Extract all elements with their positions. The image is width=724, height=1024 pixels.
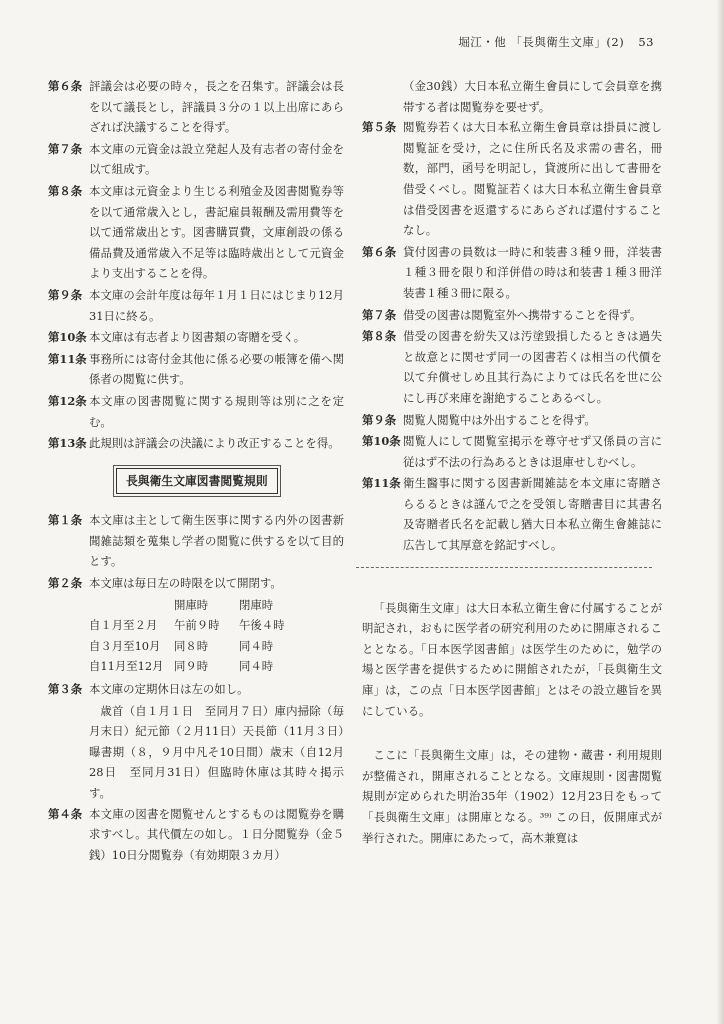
holiday-detail <box>48 701 344 804</box>
article-text: 貸付図書の員数は一時に和装書３種９冊，洋装書１種３冊を限り和洋併借の時は和装書１種３冊洋装書１種３冊に限る。 <box>403 244 662 300</box>
left-articles <box>48 76 344 454</box>
article-text: 本文庫の元資金は設立発起人及有志者の寄付金を以て組成す。 <box>89 141 344 177</box>
running-title: 堀江・他 「長與衛生文庫」(2) <box>458 35 625 49</box>
period-cell: 自１月至２月 <box>89 618 158 633</box>
open-cell: 同８時 <box>174 638 209 653</box>
article-text: 本文庫の図書を閲覧せんとするものは閲覧券を購求すべし。其代價左の如し。１日分閲覧券（金５銭）10日分閲覧券（有効期限３カ月） <box>89 806 344 862</box>
rule-article <box>48 573 344 594</box>
opening-hours-table <box>89 595 344 677</box>
article <box>362 242 662 304</box>
close-time-header: 閉庫時 <box>239 597 274 612</box>
article-number: 第１条 <box>48 513 83 528</box>
article-number: 第12条 <box>48 393 87 408</box>
close-cell: 同４時 <box>239 638 274 653</box>
article <box>48 181 344 284</box>
article-number: 第10条 <box>48 330 87 345</box>
body-paragraph: 「長與衛生文庫」は大日本私立衛生會に付属することが明記され，おもに医学者の研究利用のために開庫されることとなる。「日本医学図書館」は医学生のために，勉学の場と医学書を提供するために開館されたが，「長與衛生文庫」は，この点「日本医学図書館」とはその設立趣旨を異にしている。 <box>362 600 662 718</box>
article-number: 第７条 <box>362 307 397 322</box>
article-number: 第２条 <box>48 576 83 591</box>
article <box>48 433 344 454</box>
article-text: 此規則は評議会の決議により改正することを得。 <box>89 436 340 451</box>
article <box>48 327 344 348</box>
article-text: 本文庫は元資金より生じる利殖金及図書閲覧券等を以て通常歳入とし，書記雇員報酬及需用費等を以て通常歳出とす。図書購買費，文庫創設の係る備品費及通常歳入不足等は臨時歳出として元資金より支出することを得。 <box>89 183 344 281</box>
rule-article <box>48 510 344 572</box>
article-text: 閲覧人閲覧中は外出することを得ず。 <box>403 412 596 427</box>
close-cell: 午後４時 <box>239 618 285 633</box>
article-number: 第６条 <box>362 244 397 259</box>
page-number: 53 <box>638 35 654 49</box>
running-header <box>458 34 654 50</box>
article <box>362 410 662 431</box>
article-text: 本文庫の会計年度は毎年１月１日にはじまり12月31日に終る。 <box>89 287 344 323</box>
article-number: 第６条 <box>48 79 83 93</box>
period-cell: 自３月至10月 <box>89 638 161 653</box>
article <box>362 305 662 326</box>
article <box>362 473 662 555</box>
article-number: 第７条 <box>48 141 83 156</box>
article-number: 第４条 <box>48 806 83 821</box>
open-cell: 同９時 <box>174 659 209 674</box>
article <box>48 139 344 180</box>
article <box>362 431 662 472</box>
right-column <box>362 76 662 848</box>
rules-title: 長與衛生文庫図書閲覧規則 <box>116 468 278 495</box>
article-number: 第９条 <box>362 412 397 427</box>
article-number: 第10条 <box>362 434 401 449</box>
rules-title-wrap <box>116 468 344 495</box>
article-text: 衛生醫事に関する図書新聞雑誌を本文庫に寄贈さらるるときは謹んで之を受領し寄贈書目に其書名及寄贈者氏名を記載し猶大日本私立衛生會雑誌に広告して其厚意を銘記すべし。 <box>403 476 662 553</box>
open-cell: 午前９時 <box>174 618 220 633</box>
article-number: 第13条 <box>48 436 87 451</box>
article-number: 第11条 <box>362 476 401 491</box>
article-number: 第９条 <box>48 287 83 302</box>
hours-row <box>89 656 294 677</box>
right-articles <box>362 117 662 555</box>
holiday-detail-text: 歳首（自１月１日 至同月７日）庫内掃除（毎月末日）紀元節（２月11日）天長節（11月３日）曝書期（８，９月中凡そ10日間）歳末（自12月28日 至同月31日）但臨時休庫は其時々掲示す。 <box>89 703 344 800</box>
close-cell: 同４時 <box>239 659 274 674</box>
article-text: 事務所には寄付金其他に係る必要の帳簿を備へ関係者の閲覧に供す。 <box>89 351 344 387</box>
article <box>48 349 344 390</box>
article-text: 本文庫は主として衛生医事に関する内外の図書新聞雑誌類を蒐集し学者の閲覧に供するを以て目的とす。 <box>89 513 344 569</box>
article-text: 本文庫の図書閲覧に関する規則等は別に之を定む。 <box>89 393 344 429</box>
hours-row <box>89 636 294 657</box>
rule-article <box>48 679 344 700</box>
left-column <box>48 76 344 866</box>
period-cell: 自11月至12月 <box>89 659 164 674</box>
article-text: 借受の図書を紛失又は汚塗毀損したるときは過失と故意とに関せず同一の図書若くは相当の代價を以て弁償せしめ且其行為によりては氏名を世に公にし再び来庫を謝絶することあるべし。 <box>403 329 662 405</box>
article-text: 閲覧人にして閲覧室掲示を尊守せず又係員の言に従はず不法の行為あるときは退庫せしむべし。 <box>403 434 662 469</box>
article-continuation: （金30銭）大日本私立衛生會員にして会員章を携帯する者は閲覧券を要せず。 <box>403 79 662 114</box>
article <box>48 391 344 432</box>
article-number: 第３条 <box>48 682 83 697</box>
article-number: 第11条 <box>48 351 87 366</box>
article <box>362 326 662 408</box>
hours-row <box>89 615 294 636</box>
dashed-divider <box>356 557 652 568</box>
article-number: 第８条 <box>48 183 83 198</box>
open-time-header: 開庫時 <box>174 597 209 612</box>
article <box>48 76 344 138</box>
article-number: 第８条 <box>362 329 397 344</box>
article-text: 評議会は必要の時々，長之を召集す。評議会は長を以て議長とし，評議員３分の１以上出席にあらざれば決議することを得ず。 <box>89 79 344 135</box>
rule-article <box>48 804 344 866</box>
article <box>362 117 662 241</box>
article-number: 第５条 <box>362 120 397 135</box>
body-paragraph: ここに「長與衛生文庫」は，その建物・蔵書・利用規則が整備され，開庫されることとなる。文庫規則・図書閲覧規則が定められた明治35年（1902）12月23日をもって「長與衛生文庫」は開庫となる。³⁹⁾ この日，仮開庫式が挙行された。開庫にあたって，高木兼寛は <box>362 748 662 845</box>
article-text: 本文庫の定期休日は左の如し。 <box>89 682 249 697</box>
article-text: 借受の図書は閲覧室外へ携帯することを得ず。 <box>403 307 642 322</box>
article-text: 閲覧券若くは大日本私立衛生會員章は掛員に渡し閲覧証を受け，之に住所氏名及求需の書名，冊数，部門，函号を明記し，貸渡所に出して書冊を借受くべし。閲覧証若くは大日本私立衛生會員章は借受図書を返還するにあらざれば還付することなし。 <box>403 120 662 238</box>
page-edge-shadow <box>716 0 724 1024</box>
article-text: 本文庫は有志者より図書類の寄贈を受く。 <box>89 330 306 345</box>
article <box>48 285 344 326</box>
article-text: 本文庫は毎日左の時限を以て開閉す。 <box>89 576 282 591</box>
hours-header-row <box>89 595 294 616</box>
